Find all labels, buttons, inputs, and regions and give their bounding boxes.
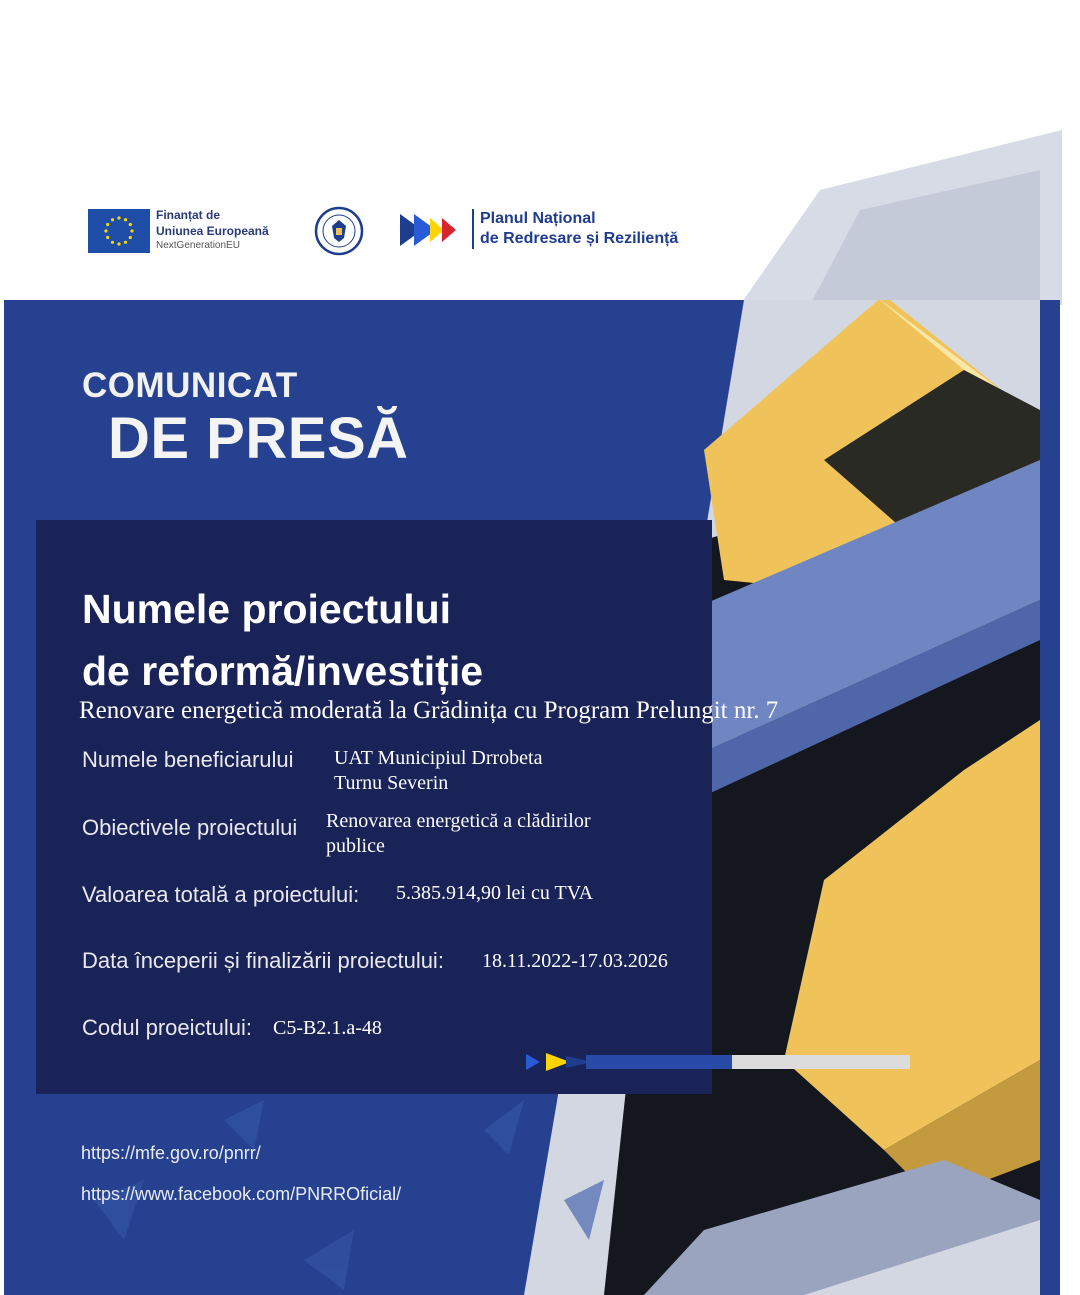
project-heading-line-2: de reformă/investiție xyxy=(82,648,484,694)
eu-line-2: Uniunea Europeană xyxy=(156,224,269,238)
eu-line-3: NextGenerationEU xyxy=(156,240,240,251)
government-seal-icon xyxy=(314,204,364,258)
objectives-value xyxy=(326,809,590,859)
code-label: Codul proeictului: xyxy=(82,1015,252,1040)
project-heading xyxy=(82,578,483,702)
total-value: 5.385.914,90 lei cu TVA xyxy=(396,882,594,904)
project-dates: 18.11.2022-17.03.2026 xyxy=(482,950,668,972)
beneficiary-line-1: UAT Municipiul Drrobeta xyxy=(334,747,543,769)
dates-label: Data începerii și finalizării proiectului: xyxy=(82,948,444,973)
eu-flag-icon xyxy=(88,209,150,253)
mfe-link[interactable]: https://mfe.gov.ro/pnrr/ xyxy=(81,1143,261,1163)
beneficiary-label: Numele beneficiarului xyxy=(82,747,294,772)
project-name: Renovare energetică moderată la Grădinița cu Program Prelungit nr. 7 xyxy=(79,697,779,724)
eu-funding-text xyxy=(156,207,306,253)
project-heading-line-1: Numele proiectului xyxy=(82,586,452,632)
pnrr-line-1: Planul Național xyxy=(480,210,596,227)
objectives-line-2: publice xyxy=(326,835,385,857)
eu-line-1: Finanțat de xyxy=(156,208,221,222)
pnrr-arrows-icon xyxy=(400,210,468,250)
title-line-2: DE PRESĂ xyxy=(108,406,409,471)
header-decor xyxy=(700,130,1062,305)
value-label: Valoarea totală a proiectului: xyxy=(82,882,360,907)
beneficiary-line-2: Turnu Severin xyxy=(334,772,449,794)
title-line-1: COMUNICAT xyxy=(82,366,298,405)
pnrr-line-2: de Redresare și Reziliență xyxy=(480,230,679,247)
objectives-line-1: Renovarea energetică a clădirilor xyxy=(326,810,591,832)
facebook-link[interactable]: https://www.facebook.com/PNRROficial/ xyxy=(81,1184,402,1204)
objectives-label: Obiectivele proiectului xyxy=(82,815,298,840)
pnrr-title xyxy=(472,209,710,249)
project-code: C5-B2.1.a-48 xyxy=(273,1017,382,1039)
pnrr-progress-bar xyxy=(526,1052,910,1072)
beneficiary-value xyxy=(334,746,543,796)
